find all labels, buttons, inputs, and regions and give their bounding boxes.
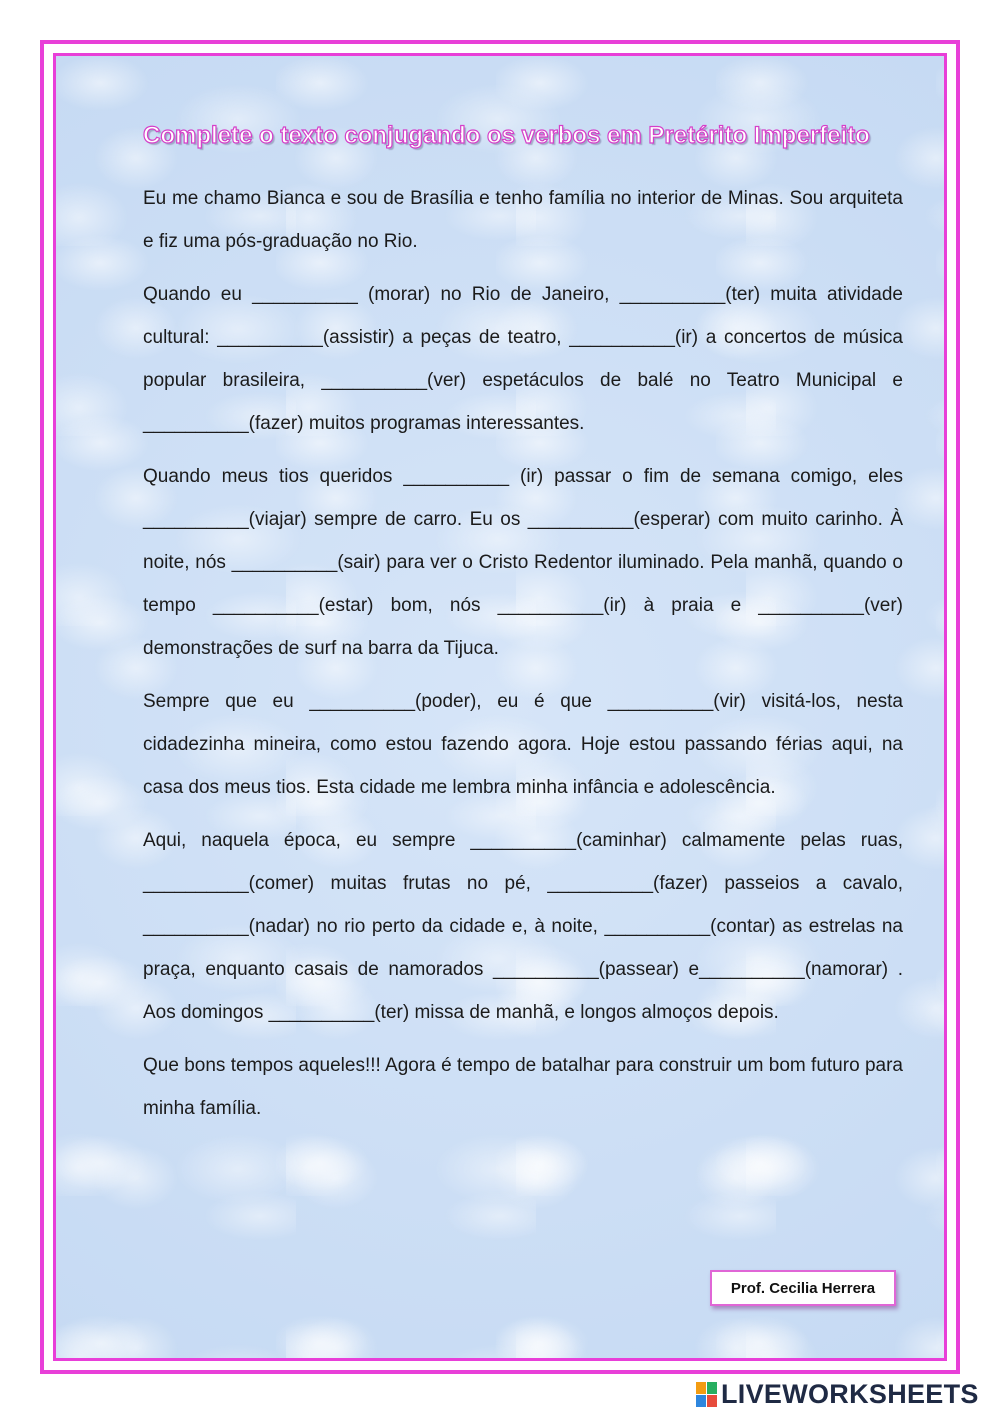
logo-text: LIVEWORKSHEETS (721, 1378, 979, 1409)
paragraph-closing: Que bons tempos aqueles!!! Agora é tempo de batalhar para construir um bom futuro para minha família. (143, 1055, 903, 1119)
worksheet-text (143, 177, 903, 1140)
worksheet-title: Complete o texto conjugando os verbos em Pretérito Imperfeito (143, 122, 870, 149)
paragraph-visit: Sempre que eu __________(poder), eu é que __________(vir) visitá-los, nesta cidadezinha mineira, como estou fazendo agora. Hoje estou passando férias aqui, na casa dos meus tios. Esta cidade me lembra minha infância e adolescência. (143, 691, 903, 798)
logo-squares-icon (696, 1382, 717, 1407)
paragraph-childhood: Aqui, naquela época, eu sempre __________(caminhar) calmamente pelas ruas, __________(comer) muitas frutas no pé, __________(fazer) passeios a cavalo, __________(nadar) no rio perto da cidade e, à noite, __________(contar) as estrelas na praça, enquanto casais de namorados __________(passear) e__________(namorar) . Aos domingos __________(ter) missa de manhã, e longos almoços depois. (143, 830, 903, 1023)
author-badge: Prof. Cecilia Herrera (710, 1270, 896, 1306)
paragraph-intro: Eu me chamo Bianca e sou de Brasília e tenho família no interior de Minas. Sou arquiteta e fiz uma pós-graduação no Rio. (143, 188, 903, 252)
paragraph-rio: Quando eu __________ (morar) no Rio de Janeiro, __________(ter) muita atividade cultural: __________(assistir) a peças de teatro, __________(ir) a concertos de música popular brasileira, __________(ver) espetáculos de balé no Teatro Municipal e __________(fazer) muitos programas interessantes. (143, 284, 903, 434)
paragraph-uncles: Quando meus tios queridos __________ (ir) passar o fim de semana comigo, eles __________(viajar) sempre de carro. Eu os __________(esperar) com muito carinho. À noite, nós __________(sair) para ver o Cristo Redentor iluminado. Pela manhã, quando o tempo __________(estar) bom, nós __________(ir) à praia e __________(ver) demonstrações de surf na barra da Tijuca. (143, 466, 903, 659)
liveworksheets-logo (696, 1378, 979, 1410)
